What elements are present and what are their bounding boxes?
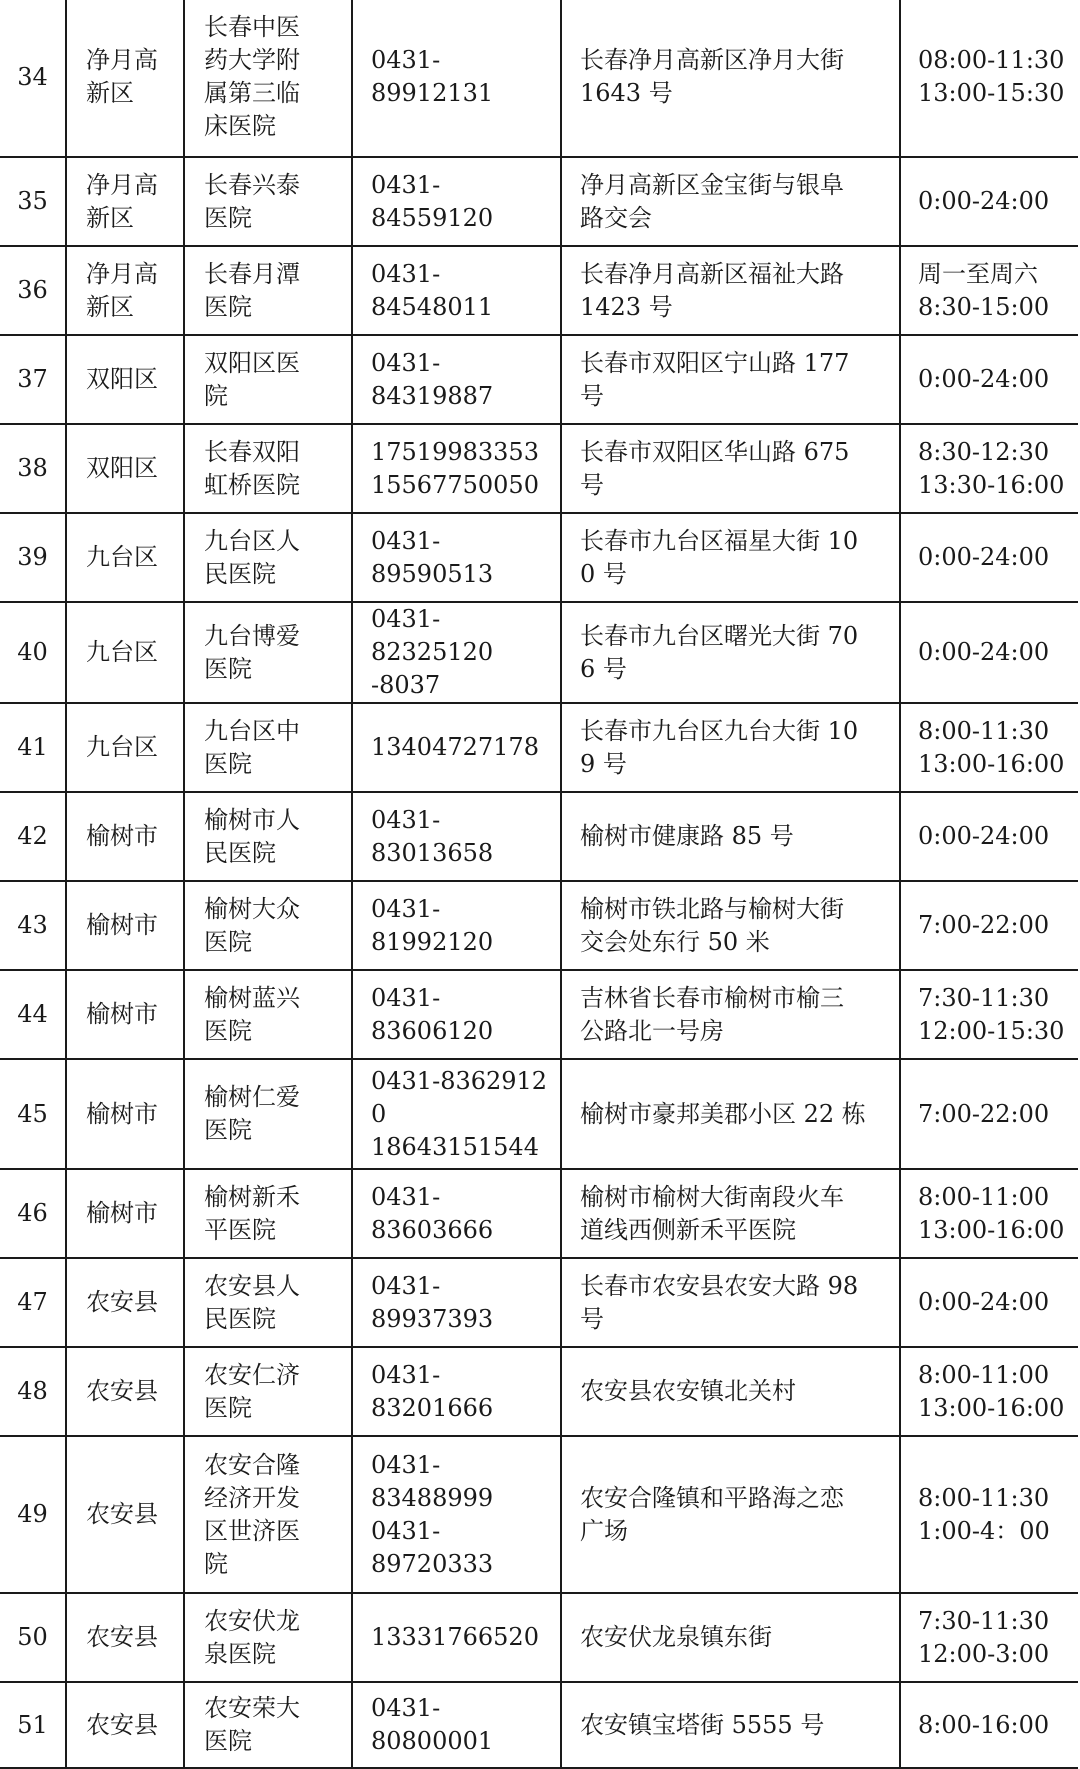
hours-cell: 0:00-24:00	[900, 513, 1078, 602]
district-cell: 农安县	[66, 1682, 184, 1768]
phone-cell: 0431-83201666	[352, 1347, 561, 1436]
table-row	[0, 1436, 1078, 1593]
phone-cell: 0431-82325120 -8037	[352, 602, 561, 703]
phone-cell: 13404727178	[352, 703, 561, 792]
address-cell: 长春市九台区曙光大街 70 6 号	[561, 602, 900, 703]
row-number: 37	[0, 335, 66, 424]
hospital-name-cell: 九台区人 民医院	[184, 513, 352, 602]
hours-cell: 0:00-24:00	[900, 335, 1078, 424]
phone-cell: 0431-89937393	[352, 1258, 561, 1347]
address-cell: 长春市双阳区宁山路 177 号	[561, 335, 900, 424]
hours-cell: 7:30-11:30 12:00-3:00	[900, 1593, 1078, 1682]
table-row	[0, 1682, 1078, 1768]
table-row	[0, 1059, 1078, 1169]
hospital-name-cell: 长春中医 药大学附 属第三临 床医院	[184, 0, 352, 157]
hours-cell: 7:30-11:30 12:00-15:30	[900, 970, 1078, 1059]
address-cell: 榆树市健康路 85 号	[561, 792, 900, 881]
hours-cell: 8:00-11:00 13:00-16:00	[900, 1347, 1078, 1436]
hours-cell: 8:00-11:30 1:00-4：00	[900, 1436, 1078, 1593]
row-number: 50	[0, 1593, 66, 1682]
phone-cell: 0431-81992120	[352, 881, 561, 970]
district-cell: 农安县	[66, 1436, 184, 1593]
district-cell: 农安县	[66, 1593, 184, 1682]
address-cell: 吉林省长春市榆树市榆三 公路北一号房	[561, 970, 900, 1059]
hospital-name-cell: 农安伏龙 泉医院	[184, 1593, 352, 1682]
table-row	[0, 1258, 1078, 1347]
hours-cell: 7:00-22:00	[900, 1059, 1078, 1169]
address-cell: 农安县农安镇北关村	[561, 1347, 900, 1436]
address-cell: 长春市九台区九台大街 10 9 号	[561, 703, 900, 792]
row-number: 42	[0, 792, 66, 881]
table-row	[0, 157, 1078, 246]
address-cell: 长春市农安县农安大路 98 号	[561, 1258, 900, 1347]
district-cell: 农安县	[66, 1347, 184, 1436]
row-number: 43	[0, 881, 66, 970]
hospital-name-cell: 九台博爱 医院	[184, 602, 352, 703]
address-cell: 净月高新区金宝街与银阜 路交会	[561, 157, 900, 246]
district-cell: 九台区	[66, 703, 184, 792]
hours-cell: 8:00-16:00	[900, 1682, 1078, 1768]
row-number: 51	[0, 1682, 66, 1768]
row-number: 34	[0, 0, 66, 157]
table-row	[0, 424, 1078, 513]
row-number: 40	[0, 602, 66, 703]
address-cell: 农安镇宝塔街 5555 号	[561, 1682, 900, 1768]
table-row	[0, 335, 1078, 424]
hospital-name-cell: 农安荣大 医院	[184, 1682, 352, 1768]
phone-cell: 0431-83488999 0431-89720333	[352, 1436, 561, 1593]
table-row	[0, 1593, 1078, 1682]
address-cell: 农安伏龙泉镇东街	[561, 1593, 900, 1682]
hospital-name-cell: 农安合隆 经济开发 区世济医 院	[184, 1436, 352, 1593]
hours-cell: 周一至周六 8:30-15:00	[900, 246, 1078, 335]
row-number: 49	[0, 1436, 66, 1593]
table-row	[0, 970, 1078, 1059]
hospital-name-cell: 榆树市人 民医院	[184, 792, 352, 881]
district-cell: 九台区	[66, 602, 184, 703]
district-cell: 净月高 新区	[66, 0, 184, 157]
phone-cell: 0431-84319887	[352, 335, 561, 424]
hours-cell: 7:00-22:00	[900, 881, 1078, 970]
district-cell: 双阳区	[66, 335, 184, 424]
hours-cell: 8:30-12:30 13:30-16:00	[900, 424, 1078, 513]
district-cell: 榆树市	[66, 881, 184, 970]
row-number: 44	[0, 970, 66, 1059]
phone-cell: 0431-83603666	[352, 1169, 561, 1258]
phone-cell: 0431-84548011	[352, 246, 561, 335]
table-row	[0, 881, 1078, 970]
phone-cell: 0431-89590513	[352, 513, 561, 602]
row-number: 39	[0, 513, 66, 602]
table-row	[0, 246, 1078, 335]
row-number: 36	[0, 246, 66, 335]
row-number: 48	[0, 1347, 66, 1436]
address-cell: 农安合隆镇和平路海之恋 广场	[561, 1436, 900, 1593]
hospital-name-cell: 榆树大众 医院	[184, 881, 352, 970]
district-cell: 净月高 新区	[66, 246, 184, 335]
district-cell: 榆树市	[66, 1059, 184, 1169]
row-number: 38	[0, 424, 66, 513]
district-cell: 榆树市	[66, 1169, 184, 1258]
phone-cell: 0431-84559120	[352, 157, 561, 246]
phone-cell: 0431-89912131	[352, 0, 561, 157]
hours-cell: 0:00-24:00	[900, 157, 1078, 246]
row-number: 41	[0, 703, 66, 792]
hours-cell: 8:00-11:00 13:00-16:00	[900, 1169, 1078, 1258]
hospital-name-cell: 榆树仁爱 医院	[184, 1059, 352, 1169]
hospital-name-cell: 农安仁济 医院	[184, 1347, 352, 1436]
hospital-name-cell: 榆树蓝兴 医院	[184, 970, 352, 1059]
hospital-name-cell: 九台区中 医院	[184, 703, 352, 792]
table-row	[0, 0, 1078, 157]
district-cell: 净月高 新区	[66, 157, 184, 246]
hospital-name-cell: 榆树新禾 平医院	[184, 1169, 352, 1258]
district-cell: 双阳区	[66, 424, 184, 513]
address-cell: 长春市九台区福星大街 10 0 号	[561, 513, 900, 602]
phone-cell: 0431-83013658	[352, 792, 561, 881]
district-cell: 榆树市	[66, 792, 184, 881]
address-cell: 长春净月高新区福祉大路 1423 号	[561, 246, 900, 335]
row-number: 46	[0, 1169, 66, 1258]
table-row	[0, 703, 1078, 792]
address-cell: 榆树市铁北路与榆树大街 交会处东行 50 米	[561, 881, 900, 970]
address-cell: 榆树市榆树大街南段火车 道线西侧新禾平医院	[561, 1169, 900, 1258]
phone-cell: 0431-80800001	[352, 1682, 561, 1768]
hours-cell: 0:00-24:00	[900, 602, 1078, 703]
phone-cell: 13331766520	[352, 1593, 561, 1682]
hours-cell: 0:00-24:00	[900, 792, 1078, 881]
hospital-name-cell: 长春双阳 虹桥医院	[184, 424, 352, 513]
table-row	[0, 602, 1078, 703]
address-cell: 长春净月高新区净月大街 1643 号	[561, 0, 900, 157]
phone-cell: 0431-8362912 0 18643151544	[352, 1059, 561, 1169]
hours-cell: 0:00-24:00	[900, 1258, 1078, 1347]
address-cell: 长春市双阳区华山路 675 号	[561, 424, 900, 513]
hospital-name-cell: 长春月潭 医院	[184, 246, 352, 335]
table-row	[0, 1347, 1078, 1436]
phone-cell: 17519983353 15567750050	[352, 424, 561, 513]
table-row	[0, 1169, 1078, 1258]
address-cell: 榆树市豪邦美郡小区 22 栋	[561, 1059, 900, 1169]
row-number: 45	[0, 1059, 66, 1169]
row-number: 47	[0, 1258, 66, 1347]
district-cell: 九台区	[66, 513, 184, 602]
hours-cell: 8:00-11:30 13:00-16:00	[900, 703, 1078, 792]
table-row	[0, 513, 1078, 602]
district-cell: 农安县	[66, 1258, 184, 1347]
phone-cell: 0431-83606120	[352, 970, 561, 1059]
hospital-name-cell: 农安县人 民医院	[184, 1258, 352, 1347]
hospital-name-cell: 双阳区医 院	[184, 335, 352, 424]
district-cell: 榆树市	[66, 970, 184, 1059]
hospital-name-cell: 长春兴泰 医院	[184, 157, 352, 246]
hours-cell: 08:00-11:30 13:00-15:30	[900, 0, 1078, 157]
row-number: 35	[0, 157, 66, 246]
table-row	[0, 792, 1078, 881]
